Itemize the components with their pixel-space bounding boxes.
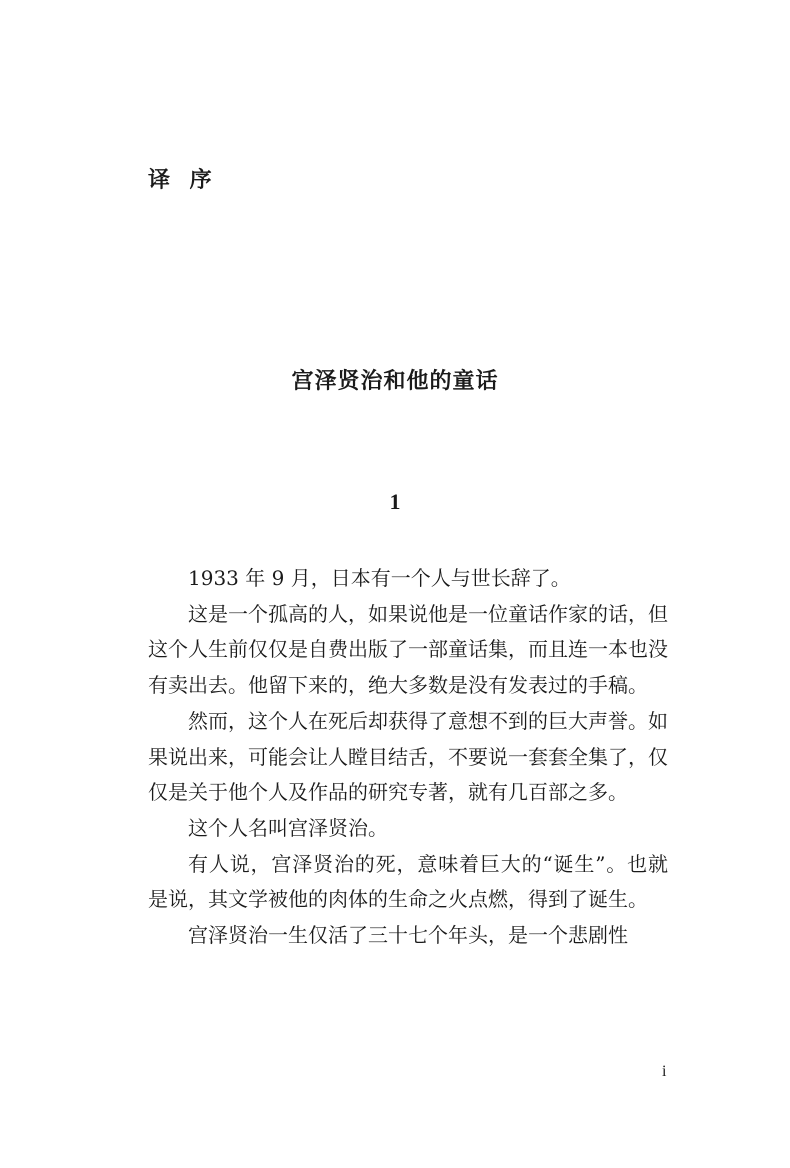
chapter-number: 1 [389, 489, 401, 514]
paragraph: 有人说，宫泽贤治的死，意味着巨大的“诞生”。也就是说，其文学被他的肉体的生命之火点燃，得到了诞生。 [148, 851, 668, 912]
section-label: 译 序 [148, 167, 218, 193]
paragraph: 这个人名叫宫泽贤治。 [188, 815, 388, 840]
paragraph: 然而，这个人在死后却获得了意想不到的巨大声誉。如果说出来，可能会让人瞠目结舌，不要说一套套全集了，仅仅是关于他个人及作品的研究专著，就有几百部之多。 [148, 708, 668, 805]
body-text [148, 561, 668, 954]
article-title: 宫泽贤治和他的童话 [291, 368, 499, 394]
paragraph: 1933 年 9 月，日本有一个人与世长辞了。 [188, 566, 571, 590]
paragraph: 这是一个孤高的人，如果说他是一位童话作家的话，但这个人生前仅仅是自费出版了一部童话集，而且连一本也没有卖出去。他留下来的，绝大多数是没有发表过的手稿。 [148, 601, 668, 698]
paragraph: 宫泽贤治一生仅活了三十七个年头，是一个悲剧性 [188, 923, 628, 948]
page-number: i [662, 1063, 667, 1080]
